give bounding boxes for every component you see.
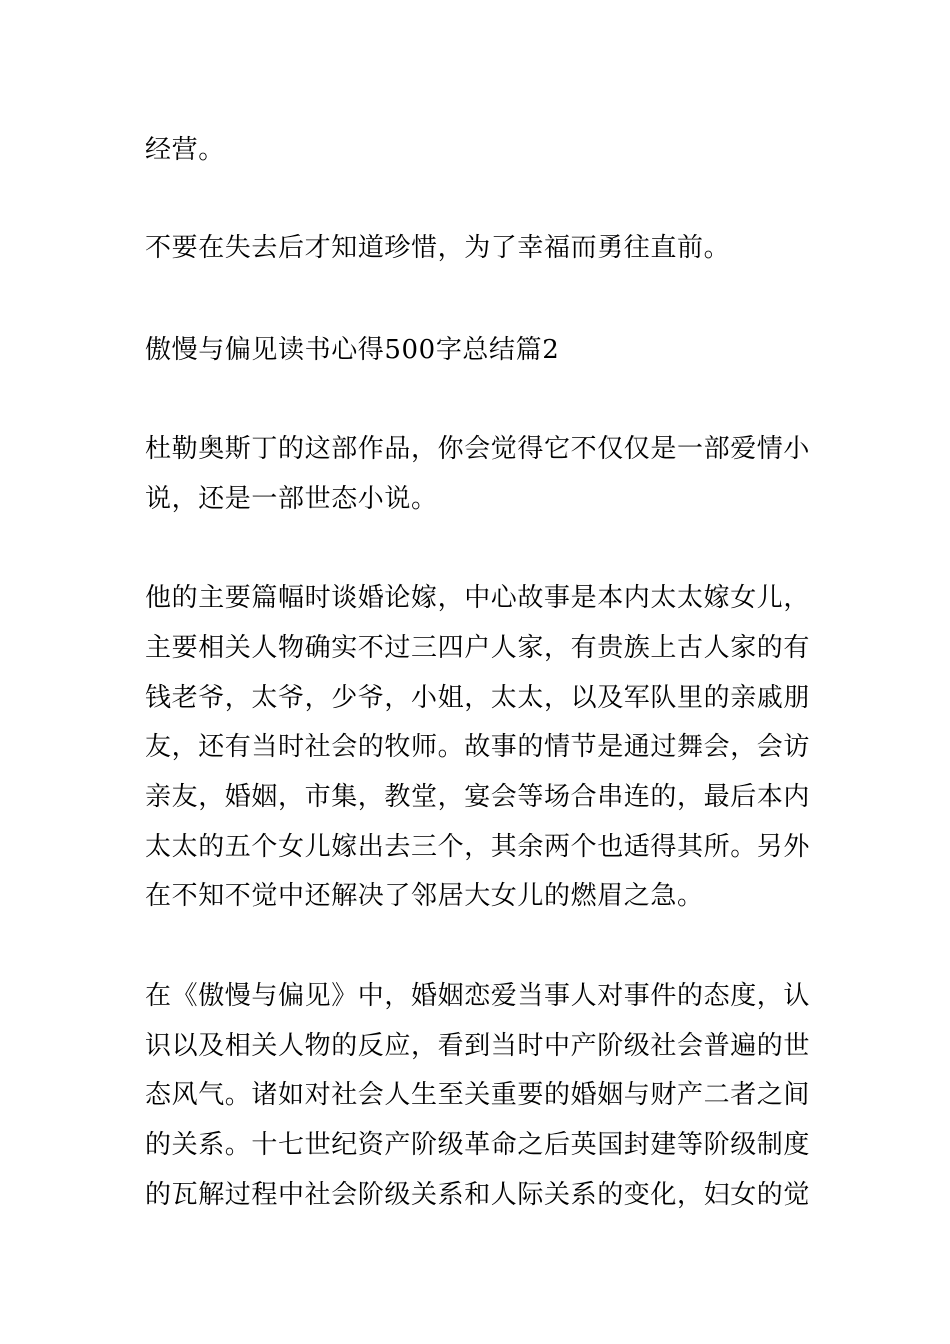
section-heading: 傲慢与偏见读书心得500字总结篇2 <box>145 335 560 365</box>
text-line: 态风气。诸如对社会人生至关重要的婚姻与财产二者之间 <box>145 1080 811 1110</box>
text-line: 在《傲慢与偏见》中，婚姻恋爱当事人对事件的态度，认 <box>145 981 811 1011</box>
text-line: 说，还是一部世态小说。 <box>145 484 438 514</box>
text-line: 不要在失去后才知道珍惜，为了幸福而勇往直前。 <box>145 233 731 263</box>
text-line: 识以及相关人物的反应，看到当时中产阶级社会普遍的世 <box>145 1031 811 1061</box>
text-line: 在不知不觉中还解决了邻居大女儿的燃眉之急。 <box>145 881 704 911</box>
text-line: 友，还有当时社会的牧师。故事的情节是通过舞会，会访 <box>145 732 811 762</box>
text-line: 钱老爷，太爷，少爷，小姐，太太，以及军队里的亲戚朋 <box>145 683 811 713</box>
text-line: 的关系。十七世纪资产阶级革命之后英国封建等阶级制度 <box>145 1130 811 1160</box>
text-line: 经营。 <box>145 135 225 165</box>
text-line: 杜勒奥斯丁的这部作品，你会觉得它不仅仅是一部爱情小 <box>145 434 811 464</box>
text-line: 主要相关人物确实不过三四户人家，有贵族上古人家的有 <box>145 633 811 663</box>
text-line: 亲友，婚姻，市集，教堂，宴会等场合串连的，最后本内 <box>145 782 811 812</box>
text-line: 他的主要篇幅时谈婚论嫁，中心故事是本内太太嫁女儿， <box>145 583 811 613</box>
text-line: 太太的五个女儿嫁出去三个，其余两个也适得其所。另外 <box>145 832 811 862</box>
text-line: 的瓦解过程中社会阶级关系和人际关系的变化，妇女的觉 <box>145 1180 811 1210</box>
